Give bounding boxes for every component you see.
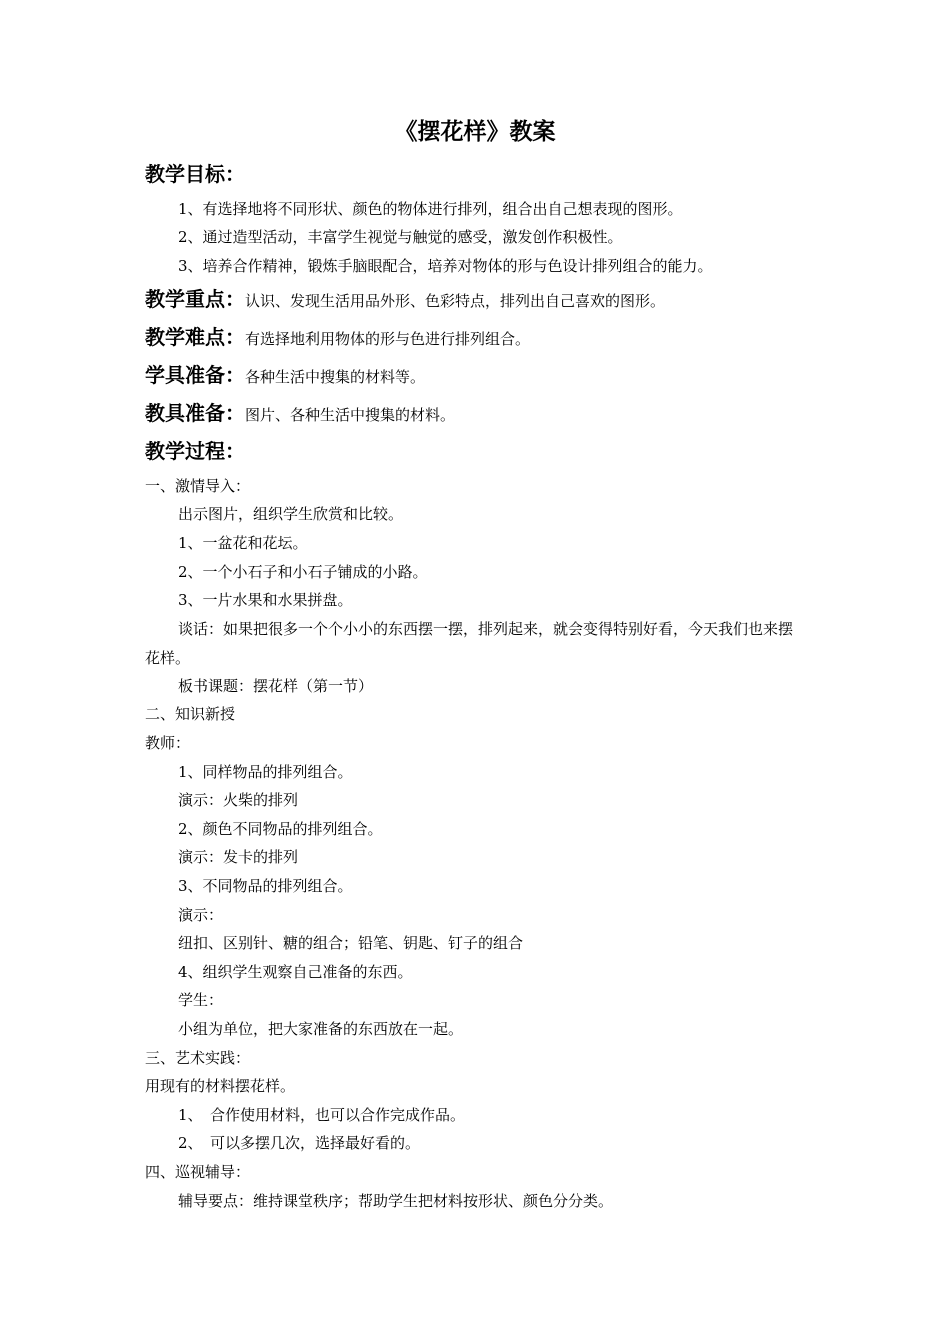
section-title: 三、艺术实践：: [145, 1049, 251, 1067]
section-text: 教师：: [145, 734, 191, 752]
list-item: 演示：: [178, 906, 224, 924]
difficulty-label: 教学难点：: [145, 325, 245, 349]
objective-item: 1、有选择地将不同形状、颜色的物体进行排列，组合出自己想表现的图形。: [178, 200, 683, 218]
objective-item: 2、通过造型活动，丰富学生视觉与触觉的感受，激发创作积极性。: [178, 228, 623, 246]
section-text: 出示图片，组织学生欣赏和比较。: [178, 505, 404, 523]
key-point-row: [145, 285, 665, 313]
list-item: 演示：火柴的排列: [178, 791, 299, 809]
student-prep-label: 学具准备：: [145, 363, 245, 387]
section-text: 板书课题：摆花样（第一节）: [178, 677, 374, 695]
difficulty-text: 有选择地利用物体的形与色进行排列组合。: [245, 330, 531, 348]
section-title: 四、巡视辅导：: [145, 1163, 251, 1181]
list-item: 3、一片水果和水果拼盘。: [178, 591, 353, 609]
list-item: 2、 可以多摆几次，选择最好看的。: [178, 1134, 421, 1152]
list-item: 演示：发卡的排列: [178, 848, 299, 866]
teacher-prep-label: 教具准备：: [145, 401, 245, 425]
student-prep-row: [145, 361, 425, 389]
list-item: 2、一个小石子和小石子铺成的小路。: [178, 563, 428, 581]
list-item: 4、组织学生观察自己准备的东西。: [178, 963, 413, 981]
process-heading: 教学过程：: [145, 439, 245, 463]
list-item: 学生：: [178, 991, 224, 1009]
key-point-label: 教学重点：: [145, 287, 245, 311]
list-item: 1、同样物品的排列组合。: [178, 763, 353, 781]
key-point-text: 认识、发现生活用品外形、色彩特点，排列出自己喜欢的图形。: [245, 292, 666, 310]
talk-paragraph: 谈话：如果把很多一个个小小的东西摆一摆，排列起来，就会变得特别好看，今天我们也来摆花样。: [145, 620, 794, 667]
list-item: 小组为单位，把大家准备的东西放在一起。: [178, 1020, 464, 1038]
difficulty-row: [145, 323, 530, 351]
list-item: 1、 合作使用材料，也可以合作完成作品。: [178, 1106, 466, 1124]
document-title: 《摆花样》教案: [394, 118, 556, 145]
list-item: 纽扣、区别针、糖的组合；铅笔、钥匙、钉子的组合: [178, 934, 524, 952]
objectives-heading: 教学目标：: [145, 162, 245, 186]
section-text: 辅导要点：维持课堂秩序；帮助学生把材料按形状、颜色分分类。: [178, 1192, 614, 1210]
teacher-prep-row: [145, 399, 455, 427]
objective-item: 3、培养合作精神，锻炼手脑眼配合，培养对物体的形与色设计排列组合的能力。: [178, 257, 713, 275]
list-item: 2、颜色不同物品的排列组合。: [178, 820, 383, 838]
list-item: 1、一盆花和花坛。: [178, 534, 308, 552]
list-item: 3、不同物品的排列组合。: [178, 877, 353, 895]
teacher-prep-text: 图片、各种生活中搜集的材料。: [245, 406, 456, 424]
student-prep-text: 各种生活中搜集的材料等。: [245, 368, 426, 386]
section-text: 用现有的材料摆花样。: [145, 1077, 296, 1095]
section-title: 一、激情导入：: [145, 477, 251, 495]
section-title: 二、知识新授: [145, 705, 236, 723]
